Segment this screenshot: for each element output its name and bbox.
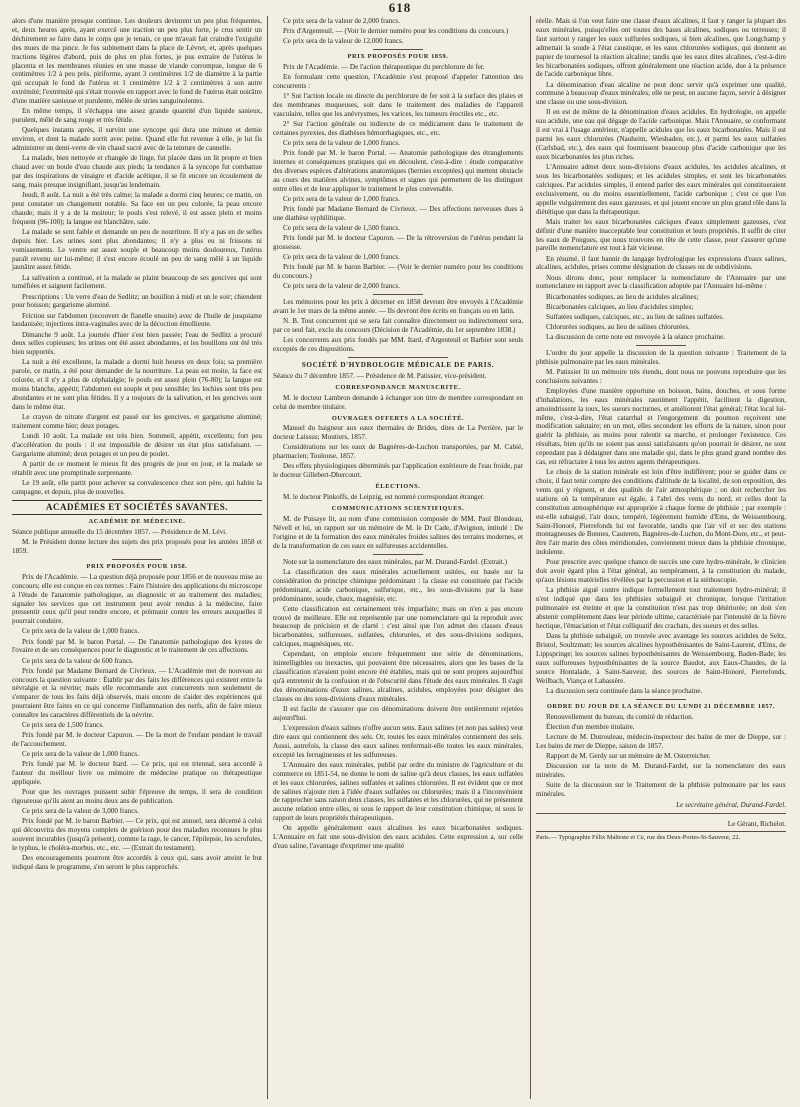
paragraph: Prix fondé par M. le docteur Capuron. — De la rétroversion de l'utérus pendant la grossesse.	[273, 234, 523, 251]
paragraph: Nous dirons donc, pour remplacer la nomenclature de l'Annuaire par une nomenclature en rapport avec la classification adoptée par l'Annuaire lui-même :	[536, 273, 786, 291]
paragraph: L'Annuaire des eaux minérales, publié par ordre du ministre de l'agriculture et du commerce en 1851-54, ne donne le nom de saline qu'à deux classes, les eaux sulfatées et les eaux chlorurées, salines sulfatées et salines chlorurées. Il est évident que ce mot de salines n'ajoute rien à l'idée d'eaux sulfatées ou chlorurées; mais il a l'inconvénient de rapprocher sans raison deux classes, les sulfatées et les chlorurées, qui ne présentent aucune relation entre elles, ni sous le rapport de leur constitution chimique, ni sous le rapport de leurs propriétés thérapeutiques.	[273, 760, 523, 823]
paragraph: M. le docteur Pinkoffs, de Leipzig, est nommé correspondant étranger.	[283, 493, 485, 502]
printer-line: Paris.— Typographie Félix Malteste et Ce, rue des Deux-Portes-St-Sauveur, 22.	[536, 831, 786, 842]
paragraph: La salivation a continué, et la malade se plaint beaucoup de ses gencives qui sont tuméfiées et saignent facilement.	[12, 273, 262, 291]
paragraph: Ce prix sera de la valeur de 2,000 francs.	[283, 17, 400, 25]
column-right	[536, 17, 786, 1099]
prizes-title: PRIX PROPOSÉS POUR 1859.	[347, 53, 449, 61]
society-title: SOCIÉTÉ D'HYDROLOGIE MÉDICALE DE PARIS.	[301, 360, 495, 369]
divider	[373, 49, 423, 50]
paragraph: La malade se sent faible et demande un peu de nourriture. Il n'y a pas en de selles depuis hier. Les urines sont plus abondantes; il n'y a plus eu ni frissons ni vomissements. Le ventre est assez souple et beaucoup moins douloureux, l'utérus paraît revenu sur lui-même; il s'est encore écoulé un peu de sang mêlé à un liquide jaunâtre assez fétide.	[12, 227, 262, 272]
paragraph: Des effets physiologiques déterminés par l'application extérieure de l'eau froide, par le docteur Gillebert-Dhercourt.	[273, 462, 523, 480]
paragraph: Prix fondé par M. le docteur Capuron. — De la mort de l'enfant pendant le travail de l'accouchement.	[12, 731, 262, 749]
paragraph: 2° Sur l'action générale ou indirecte de ce médicament dans le traitement de certaines pyrexies, des diathèses hémorrhagiques, etc., etc.	[273, 120, 523, 137]
divider	[636, 699, 686, 700]
divider	[373, 294, 423, 295]
secretary-signature: Le secrétaire général, Durand-Fardel.	[676, 800, 786, 809]
paragraph: L'ordre du jour appelle la discussion de la question suivante : Traitement de la phthisie pulmonaire par les eaux minérales.	[536, 348, 786, 366]
paragraph: L'expression d'eaux salines n'offre aucun sens. Eaux salines (et non pas salées) veut dire eaux qui contiennent des sels. Or, toutes les eaux minérales contiennent des sels. Aussi, autrefois, la classe des eaux salines renfermait-elle toutes les eaux minérales, excepté les ferrugineuses et les sulfureuses.	[273, 724, 523, 759]
paragraph: Dans la phthisie subaiguë, on trouvée avec avantage les sources acidules de Seltz, Bristol, Soultzmatt; les sources alcalines hyposthénisantes de Saint-Laurent, d'Ems, de Lippspringe; les sources salines hyposthénisantes de Weissembourg, Baden-Bade; les eaux sulfureuses hyposthénisantes de la source Baudot, aux Eaux-Chaudes, de la source Hontalade, à Saint-Sauveur, des sources de Saint-Honoré, Pierrefonds, Weilbach, Viança et Labassère.	[536, 632, 786, 685]
paragraph: Le crayon de nitrate d'argent est passé sur les gencives, et gargarisme aluminé; traitement comme hier; deux potages.	[12, 413, 262, 430]
paragraph: Discussion sur la note de M. Durand-Fardel, sur la nomenclature des eaux minérales.	[536, 761, 786, 779]
paragraph: Bicarbonatées calciques, au lieu d'acidules simples;	[546, 302, 694, 311]
paragraph: Employées d'une manière opportune en boisson, bains, douches, et sous forme d'inhalations, les eaux minérales rauniment l'appétit, facilitent la digestion, amoindrissent la toux, les sueurs nocturnes, et améliorent l'état général; l'état local lui-même, c'est-à-dire, l'état catarrhal et l'engorgement du poumon reçoivent une modification salutaire; en un mot, elles secondent les efforts de la nature, sinon pour guérir la phthisie, au moins pour ralentir sa marche, et prolonger l'existence. Ces résultats, bien qu'ils ne soient pas aussi satisfaisants qu'on pourrait le désirer, ne sont cependant pas à dédaigner dans une maladie qui, dans le plus grand grand nombre des cas, est réfractaire à tous les autres agents thérapeutiques.	[536, 386, 786, 467]
section-title: ACADÉMIES ET SOCIÉTÉS SAVANTES.	[12, 500, 262, 515]
paragraph: Prix fondé par M. le baron Portal. — De l'anatomie pathologique des kystes de l'ovaire et de ses conséquences pour le diagnostic et le traitement de ces affections.	[12, 637, 262, 655]
divider	[373, 554, 423, 555]
paragraph: En même temps, il s'échappa une assez grande quantité d'un liquide sanieux, purulent, mêlé de sang rouge et très fétide.	[12, 107, 262, 125]
subsection-title: COMMUNICATIONS SCIENTIFIQUES.	[331, 505, 465, 513]
paragraph: Ce prix sera de la valeur de 1,000 francs.	[283, 253, 400, 262]
paragraph: La nuit a été excellente, la malade a dormi huit heures en deux fois; sa première parole, ce matin, a été pour demander de la nourriture. La peau est moite, la face est colorée, et il n'y a plus de céphalalgie; le pouls est assez plein (76-80); la langue est moins blanche, appétit; l'abdomen est souple et peu sensible; les lochies sont très peu abondantes et ne sont plus fétides. Il y a toujours de la salivation, et les gencives sont dans le même état.	[12, 358, 262, 411]
paragraph: La classification des eaux minérales actuellement usitées, est basée sur la considération du principe chimique prédominant : la classe est constituée par l'acide prédominant, acide carbonique, sulfurique, etc., les sous-divisions par la base prédominante, soude, chaux, magnésie, etc.	[273, 567, 523, 603]
paragraph: Prix fondé par M. le baron Barbier. — Ce prix, qui est annuel, sera décerné à celui qui découvrira des moyens complets de guérison pour des maladies reconnues le plus souvent incurables (jusqu'à présent), comme la rage, le cancer, l'épilepsie, les scrofules, le typhus, le choléra-morbus, etc., etc. — (Extrait du testament).	[12, 817, 262, 853]
column-rule	[267, 16, 268, 1099]
divider	[536, 813, 786, 814]
paragraph: En résumé, il faut bannir du langage hydrologique les expressions d'eaux salines, alcalines, acidules, prises comme désignation de classes ou de subdivisions.	[536, 254, 786, 272]
column-rule	[530, 16, 531, 1099]
paragraph: Cette classification est certainement très imparfaite; mais on n'en a pas encore trouvé de meilleure. Elle est représentée par une nomenclature qui la reproduit avec beaucoup de précision et de clarté : c'est ainsi que l'on admet des classes d'eaux bicarbonatées, sulfureuses, sulfatées, chlorurées, et des sous-divisions sodiques, calciques, magnésiques, etc.	[273, 604, 523, 649]
paragraph: Prix d'Argenteuil. — (Voir le dernier numéro pour les conditions du concours.)	[283, 27, 509, 36]
subsection-title: OUVRAGES OFFERTS A LA SOCIÉTÉ.	[331, 414, 465, 422]
divider	[636, 345, 686, 346]
agenda-title: ORDRE DU JOUR DE LA SÉANCE DU LUNDI 21 DÉCEMBRE 1857.	[546, 702, 776, 710]
paragraph: La discussion de cette note est renvoyée à la séance prochaine.	[546, 332, 726, 341]
paragraph: Pour prescrire avec quelque chance de succès une cure hydro-minérale, le clinicien doit avoir égard plus à l'état général, au tempérament, à la constitution du malade, qu'aux lésions matérielles révélées par la percussion et la stéthoscopie.	[536, 558, 786, 585]
paragraph: Jeudi, 8 août. La nuit a été très calme; la malade a dormi cinq heures; ce matin, on peut constater un changement notable. Sa face est un peu colorée, la peau encore chaude; mais il y a de la moiteur; le pouls s'est relevé, il est assez plein et moins fréquent (96-100); la langue est blanchâtre, sale.	[12, 190, 262, 226]
subsection-title: ACADÉMIE DE MÉDECINE.	[88, 517, 186, 525]
paragraph: Ce prix sera de la valeur de 1,500 francs.	[283, 223, 400, 232]
column-left	[12, 17, 262, 1099]
paragraph: Il est facile de s'assurer que ces dénominations doivent être entièrement rejetées aujourd'hui.	[273, 705, 523, 722]
paragraph: La discussion sera continuée dans la séance prochaine.	[546, 686, 703, 695]
paragraph: Rapport de M. Gerdy sur un mémoire de M. Osterreicher.	[546, 751, 711, 760]
paragraph: Les mémoires pour les prix à décerner en 1858 devront être envoyés à l'Académie avant le 1er mars de la même année. — Ils devront être écrits en français ou en latin.	[273, 298, 523, 315]
paragraph: Prescriptions : Un verre d'eau de Sedlitz; un bouillon à midi et un le soir; chiendent pour boisson; gargarisme aluminé.	[12, 292, 262, 310]
paragraph: alors d'une manière presque continue. Les douleurs devinrent un peu plus fréquentes, et, deux heures après, ayant exercé une traction un peu plus forte, je crus sentir un déchirement se faire dans le corps que je tenais, ce que m'avait fait craindre l'exiguïté des mues de ma pince. Je fus subitement dans la place de Lévret, et, après quelques tractions légères d'abord, puis de plus en plus fortes, je pus extraire de l'utérus le placenta et les membranes réunies en une masse de viande corrompue, longue de 6 centimètres 1/2 à peu près, piriforme, ayant 3 centimètres 1/2 de diamètre à la partie qui occupait le fond de l'utérus et 1 centimètre 1/2 à 2 centimètres à son autre extrémité; l'extrémité qui s'était trouvée en rapport avec le fond de l'utérus était noirâtre d'une matière sanieuse et purulente, mêlée de stries sanguinolentes.	[12, 17, 262, 106]
paragraph: Ce prix sera de la valeur de 600 francs.	[22, 656, 134, 665]
paragraph: Note sur la nomenclature des eaux minérales, par M. Durand-Fardel. (Extrait.)	[283, 557, 508, 566]
paragraph: Ce prix sera de la valeur de 3,000 francs.	[22, 807, 139, 816]
divider	[348, 357, 448, 358]
paragraph: Prix fondé par Madame Bernard de Civrieux. — Des affections nerveuses dues à une diathèse syphilitique.	[273, 204, 523, 222]
paragraph: Ce prix sera de 1,500 francs.	[22, 721, 104, 730]
paragraph: Ce prix sera de la valeur de 12,000 francs.	[283, 37, 404, 46]
paragraph: M. le docteur Lambron demande à échanger son titre de membre correspondant en celui de membre titulaire.	[273, 393, 523, 411]
paragraph: Lecture de M. Dutrouleau, médecin-inspecteur des bains de mer de Dieppe, sur : Les bains de mer de Dieppe, saison de 1857.	[536, 732, 786, 750]
gerant-line: Le Gérant, Richelot.	[727, 819, 786, 828]
paragraph: Renouvellement du bureau, du comité de rédaction.	[546, 712, 694, 721]
paragraph: La phthisie aiguë contre indique formellement tout traitement hydro-minéral; il n'est indiqué que dans les phthisies subaiguë et chronique, lorsque l'irritation pulmonaire est éteinte et que la constitution n'est pas trop détériorée; on doit s'en abstenir complètement dans leur période ultime, caractérisée par l'intensité de la fièvre hectique, l'émaciation et l'état colliquatif des crachats, des sueurs et des selles.	[536, 586, 786, 630]
page-number: 618	[388, 0, 412, 15]
paragraph: En formulant cette question, l'Académie s'est proposé d'appeler l'attention des concurrents :	[273, 73, 523, 91]
paragraph: M. le Président donne lecture des sujets des prix proposés pour les années 1858 et 1859.	[12, 538, 262, 555]
paragraph: Les concurrents aux prix fondés par MM. Itard, d'Argenteuil et Barbier sont seuls exceptés de ces dispositions.	[273, 336, 523, 353]
paragraph: Prix fondé par M. le docteur Itard. — Ce prix, qui est triennal, sera accordé à l'auteur du meilleur livre ou mémoire de médecine pratique ou thérapeutique appliquée.	[12, 760, 262, 787]
paragraph: Quelques instants après, il survint une syncope qui dura une minute et demie environ, et dont la malade sortit avec peine. Quand elle fut revenue à elle, je lui fis administrer un demi-verre de vin chaud sucré avec de la teinture de cannelle.	[12, 126, 262, 153]
paragraph: Prix fondé par Madame Bernard de Civrieux. — L'Académie met de nouveau au concours la question suivante : Établir par des faits les différences qui existent entre la névralgie et la névrite; mais elle recommande aux concurrents non seulement de s'emparer de tous les faits déjà observés, mais encore de s'aider des expériences qui pourraient être faites en ce qui concerne l'inflammation des nerfs, afin de faire mieux connaître les caractères différentiels de la névrite.	[12, 666, 262, 720]
paragraph: Il en est de même de la dénomination d'eaux acidules. En hydrologie, on appelle eau acidule, une eau qui dégage de l'acide carbonique. Mais l'Annuaire, se conformant il est vrai à l'usage antérieur, n'appelle acidules que les eaux bicarbonatées. Mais il est parmi les eaux chlorurées (Nauheim, Wiesbaden, etc.), et parmi les eaux sulfatées (Carlsbad, etc.), des eaux qui fournissent beaucoup plus d'acide carbonique que les eaux bicarbonatées les plus riches.	[536, 108, 786, 161]
paragraph: Lundi 10 août. La malade est très bien. Sommeil, appétit, excellents; fort peu d'accélération du pouls : il est impossible de désirer un état plus satisfaisant. — Gargarisme aluminé; deux potages et un peu de poulet.	[12, 432, 262, 458]
paragraph: A partir de ce moment le mieux fit des progrès de jour en jour, et la malade se rétablit avec une promptitude surprenante.	[12, 459, 262, 477]
subsection-title: ÉLECTIONS.	[375, 483, 421, 491]
paragraph: Ce prix sera de la valeur de 2,000 francs.	[283, 282, 400, 291]
paragraph: Dimanche 9 août. La journée d'hier s'est bien passée; l'eau de Sedlitz a procuré deux selles copieuses; les urines ont été assez abondantes, et les bouillons ont été très bien supportés.	[12, 330, 262, 357]
paragraph: L'Annuaire admet deux sous-divisions d'eaux acidules, les acidules alcalines, et sous les bicarbonatées sodiques; et les acidules simples, et sont les bicarbonatées calciques. Par acidules simples, il entend parler des eaux minérales qui constitueraient exclusivement, ou du moins essentiellement, l'acide carbonique ; c'est ce que l'on appelle vulgairement des eaux gazeuses, et qui jouent encore un plus grand rôle dans la diététique que dans la thérapeutique.	[536, 163, 786, 216]
paragraph: Suite de la discussion sur le Traitement de la phthisie pulmonaire par les eaux minérales.	[536, 780, 786, 798]
paragraph: Mais traiter les eaux bicarbonatées calciques d'eaux simplement gazeuses, c'est définir d'une manière inacceptable leur constitution et leurs propriétés. Il suffit de citer les eaux de Pougues, que nous trouvons en tête de cette classe, pour s'assurer qu'une pareille nomenclature est tout à fait vicieuse.	[536, 217, 786, 253]
paragraph: Manuel du baigneur aux eaux thermales de Brides, dites de La Perrière, par le docteur Laissus; Moutiers, 1857.	[273, 424, 523, 442]
session-line: Séance publique annuelle du 15 décembre 1857. — Présidence de M. Lévi.	[12, 527, 227, 536]
paragraph: Sulfatées sodiques, calciques, etc., au lieu de salines sulfatées.	[546, 312, 724, 321]
paragraph: N. B. Tout concurrent qui se sera fait connaître directement ou indirectement sera, par ce seul fait, exclu du concours (Décision de l'Académie, du 1er septembre 1838.)	[273, 317, 523, 334]
paragraph: Ce prix sera de la valeur de 1,000 francs.	[22, 627, 139, 636]
paragraph: Prix fondé par M. le baron Barbier. — (Voir le dernier numéro pour les conditions du concours.)	[273, 263, 523, 281]
paragraph: Ce prix sera de la valeur de 1,000 francs.	[22, 750, 139, 759]
paragraph: Considérations sur les eaux de Bagnères-de-Luchon transportées, par M. Cabié, pharmacien; Toulouse, 1857.	[273, 443, 523, 461]
paragraph: 1° Sur l'action locale ou directe du perchlorure de fer soit à la surface des plaies et des membranes muqueuses, soit dans le traitement des maladies de l'appareil vasculaire, telles que les anévrysmes, les varices, les tumeurs érectiles etc., etc.	[273, 92, 523, 118]
paragraph: Prix de l'Académie. — De l'action thérapeutique du perchlorure de fer.	[283, 63, 485, 72]
paragraph: M. de Puisaye lit, au nom d'une commission composée de MM. Paul Blondeau, Névell et lui, un rapport sur un mémoire de M. le Dr Cade, d'Avignon, intitulé : De l'origine et de la formation des eaux minérales froides salines des terrains modernes, et de la transformation de ces eaux en sulfureuses accidentelles.	[273, 515, 523, 550]
prizes-title: PRIX PROPOSÉS POUR 1858.	[86, 562, 188, 570]
paragraph: Ce prix sera de la valeur de 1,000 francs.	[283, 194, 400, 203]
paragraph: La dénomination d'eau alcaline ne peut donc servir qu'à exprimer une qualité, commune à beaucoup d'eaux minérales; elle ne peut, en aucune façon, servir à désigner une classe ou une sous-division.	[536, 80, 786, 107]
paragraph: réelle. Mais si l'on veut faire une classe d'eaux alcalines, il faut y ranger la plupart des eaux minérales, puisqu'elles ont toutes des bases alcalines, sodiques ou terreuses; il faut surtout y ranger les eaux sulfurées sodiques, si bien alcalines, que Longchamp y admettait la soude à l'état caustique, et les eaux chlorurées sodiques, qui donnent au papier de tournesol la réaction alcaline; tandis que les eaux dites alcalines, c'est-à-dire les bicarbonatées sodiques, offrent généralement une réaction acide, due à la présence de l'acide carbonique libre.	[536, 17, 786, 79]
subsection-title: CORRESPONDANCE MANUSCRITE.	[335, 383, 461, 391]
paragraph: Le 19 août, elle partit pour achever sa convalescence chez son père, qui habite la campagne, et depuis, plus de nouvelles.	[12, 478, 262, 496]
paragraph: Prix fondé par M. le baron Portal. — Anatomie pathologique des étranglements internes et conséquences pratiques qui en découlent, c'est-à-dire : étude comparative des diverses espèces d'altérations anatomiques (hernies exceptées) qui mettent obstacle au cours des matières alvines, symptômes et signes qui permettent de les distinguer entre elles et de leur appliquer le traitement le plus convenable.	[273, 149, 523, 193]
paragraph: Prix de l'Académie. — La question déjà proposée pour 1856 et de nouveau mise au concours; elle est conçue en ces termes : Faire l'histoire des applications du microscope à l'étude de l'anatomie pathologique, au diagnostic et au traitement des maladies; signaler les services que cet instrument peut avoir rendus à la médecine, faire pressentir ceux qu'il peut rendre encore, et prémunir contre les erreurs auxquelles il pourrait conduire.	[12, 572, 262, 626]
paragraph: La malade, bien nettoyée et changée de linge, fut placée dans un lit propre et bien chaud avec un boule d'eau chaude aux pieds; la tendance à la syncope fut combattue par des inspirations de vinaigre et d'acide acétique, il se fit encore un écoulement de sang, mais presque insignifiant, jusqu'au lendemain.	[12, 154, 262, 189]
paragraph: Pour que les ouvrages puissent subir l'épreuve du temps, il sera de condition rigoureuse qu'ils aient au moins deux ans de publication.	[12, 788, 262, 806]
paragraph: Ce prix sera de la valeur de 1,000 francs.	[283, 139, 400, 148]
paragraph: Cependant, on emploie encore fréquemment une série de dénominations, inintelligibles ou inexactes, qui pouvaient être nécessaires, alors que les bases de la classification n'avaient point encore été établies, mais qui ne sont propres aujourd'hui qu'à entretenir de la confusion et de l'obscurité dans l'étude des eaux minérales. Il s'agit des dénominations d'eaux salines, alcalines, acidules, employées pour désigner des classes ou des sous-divisions d'eaux minérales.	[273, 650, 523, 703]
paragraph: Des encouragements pourront être accordés à ceux qui, sans avoir atteint le but indiqué dans le programme, s'en seront le plus rapprochés.	[12, 854, 262, 872]
paragraph: Élection d'un membre titulaire.	[546, 722, 635, 731]
paragraph: On appelle généralement eaux alcalines les eaux bicarbonatées sodiques. L'Annuaire en fait une sous-division des eaux acidules. Cette expression a, sur celle d'eau saline, l'avantage d'exprimer une qualité	[273, 824, 523, 851]
column-middle	[273, 17, 523, 1099]
paragraph: Chlorurées sodiques, au lieu de salines chlorurées.	[546, 322, 690, 331]
session-line: Séance du 7 décembre 1857. — Présidence de M. Patissier, vice-président.	[273, 371, 487, 380]
paragraph: M. Patissier lit un mémoire très étendu, dont nous ne pouvons reproduire que les conclusions suivantes :	[536, 367, 786, 385]
paragraph: Friction sur l'abdomen (recouvert de flanelle ensuite) avec de l'huile de jusquiame laudanisée; injections intra-vaginales avec de la décoction émolliente.	[12, 311, 262, 329]
divider	[112, 559, 162, 560]
paragraph: Bicarbonatées sodiques, au lieu de acidules alcalines;	[546, 292, 699, 301]
paragraph: Le choix de la station minérale est loin d'être indifférent; pour se guider dans ce choix, il faut tenir compte des conditions d'altitude de la localité, de son exposition, des vents qui y règnent, et des qualités de l'air atmosphérique ; on doit rechercher les stations où la température est égale, à l'abri des vents du nord, et celles dont la constitution atmosphérique est appropriée à chaque forme de phthisie ; par exemple : est-elle subaiguë, l'air doux, tempéré, légèrement humide d'Ems, de Weissembourg, Saint-Honoré, Pierrefonds lui est favorable, tandis que l'air vif et sec des stations montagneuses de Bonnes, Cauterets, Bagnères-de-Luchon, du Mont-Dore, etc., et peut-être l'air marin des côtes méridionales, conviennent mieux dans la phthisie chronique, indolente.	[536, 468, 786, 557]
